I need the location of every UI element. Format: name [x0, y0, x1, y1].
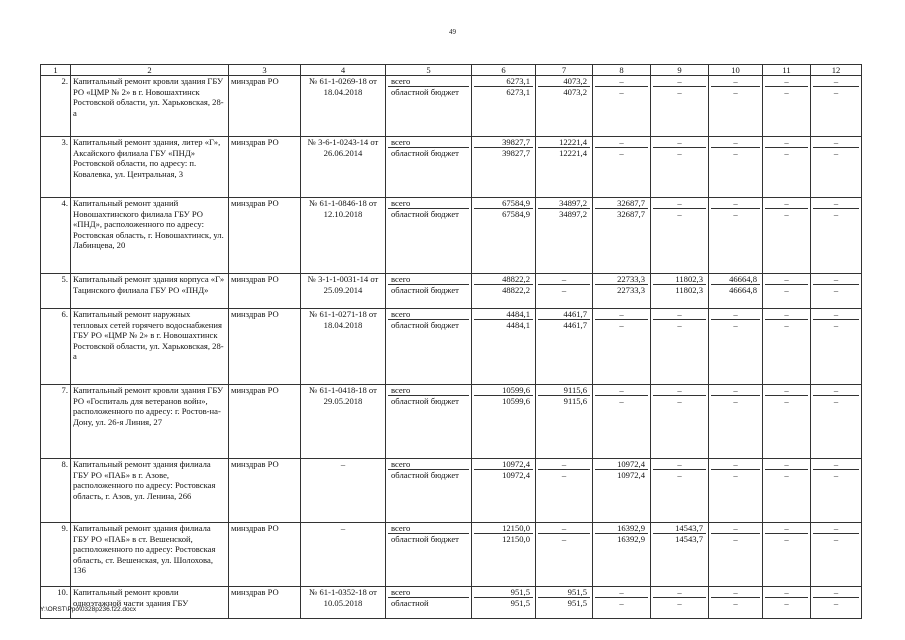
value-col-7	[536, 198, 593, 274]
value-col-10	[709, 459, 763, 523]
value-regional: 32687,7	[617, 208, 645, 219]
value-col-11	[763, 137, 811, 198]
value-total: –	[813, 309, 859, 320]
value-regional: –	[733, 469, 738, 480]
value-regional: –	[733, 208, 738, 219]
funding-source-total: всего	[388, 309, 469, 320]
value-regional: –	[784, 319, 789, 330]
row-number: 9.	[41, 523, 71, 587]
table-row	[41, 137, 862, 198]
value-regional: –	[833, 147, 839, 158]
value-regional: –	[619, 597, 624, 608]
value-col-8	[593, 274, 651, 309]
value-regional: –	[733, 86, 738, 97]
expertise-document: № 61-1-0846-18 от 12.10.2018	[301, 198, 386, 274]
value-col-7	[536, 309, 593, 385]
file-path-footer: Y:\ORST\Ppo\0328p236.f22.docx	[40, 606, 137, 613]
customer: минздрав РО	[229, 137, 301, 198]
value-total: –	[711, 523, 760, 534]
customer: минздрав РО	[229, 198, 301, 274]
value-regional: –	[784, 597, 789, 608]
funding-source-total: всего	[388, 274, 469, 285]
value-total: –	[711, 459, 760, 470]
table-row	[41, 198, 862, 274]
funding-source-regional: областной бюджет	[391, 86, 459, 97]
object-name: Капитальный ремонт кровли одноэтажной части здания ГБУ	[71, 587, 229, 619]
row-number: 5.	[41, 274, 71, 309]
expertise-document: № 61-1-0269-18 от 18.04.2018	[301, 76, 386, 137]
value-total: –	[813, 459, 859, 470]
value-col-7	[536, 523, 593, 587]
page-number: 49	[449, 28, 456, 36]
value-col-9	[651, 309, 709, 385]
value-regional: 34897,2	[559, 208, 587, 219]
value-total: 48822,2	[474, 274, 533, 285]
value-total: –	[765, 76, 808, 87]
value-regional: –	[784, 469, 789, 480]
expertise-document: № 3-6-1-0243-14 от 26.06.2014	[301, 137, 386, 198]
value-regional: –	[784, 208, 789, 219]
value-regional: 22733,3	[617, 284, 645, 295]
value-total: 14543,7	[653, 523, 706, 534]
value-col-12	[811, 309, 862, 385]
column-number-row	[41, 65, 862, 76]
value-regional: –	[561, 533, 567, 544]
value-regional: –	[784, 533, 789, 544]
value-regional: –	[833, 208, 839, 219]
funding-source-total: всего	[388, 587, 469, 598]
value-total: –	[653, 76, 706, 87]
value-col-11	[763, 274, 811, 309]
value-regional: –	[833, 469, 839, 480]
value-col-10	[709, 587, 763, 619]
value-col-12	[811, 198, 862, 274]
funding-source	[386, 198, 472, 274]
value-total: –	[765, 523, 808, 534]
funding-source	[386, 76, 472, 137]
value-total: –	[595, 587, 648, 598]
value-total: 6273,1	[474, 76, 533, 87]
value-col-9	[651, 198, 709, 274]
program-table	[40, 64, 862, 619]
value-regional: –	[833, 284, 839, 295]
value-col-12	[811, 137, 862, 198]
value-col-10	[709, 198, 763, 274]
value-total: 12150,0	[474, 523, 533, 534]
value-regional: 12150,0	[502, 533, 530, 544]
value-regional: –	[733, 395, 738, 406]
value-total: 4484,1	[474, 309, 533, 320]
value-regional: –	[561, 469, 567, 480]
value-total: –	[538, 523, 590, 534]
value-total: –	[711, 137, 760, 148]
funding-source	[386, 385, 472, 459]
value-regional: –	[619, 147, 624, 158]
value-total: –	[765, 137, 808, 148]
table-row	[41, 459, 862, 523]
value-total: –	[595, 76, 648, 87]
column-header-4: 4	[301, 65, 386, 76]
column-header-7: 7	[536, 65, 593, 76]
funding-source	[386, 587, 472, 619]
customer: минздрав РО	[229, 274, 301, 309]
value-col-8	[593, 198, 651, 274]
value-regional: 67584,9	[502, 208, 530, 219]
funding-source-total: всего	[388, 76, 469, 87]
value-total: –	[765, 198, 808, 209]
object-name: Капитальный ремонт кровли здания ГБУ РО «ЦМР № 2» в г. Новошахтинск Ростовской области, ул. Харьковская, 28-а	[71, 76, 229, 137]
value-col-7	[536, 76, 593, 137]
funding-source-total: всего	[388, 523, 469, 534]
value-total: –	[765, 385, 808, 396]
value-total: 11802,3	[653, 274, 706, 285]
value-total: –	[711, 587, 760, 598]
value-col-6	[472, 385, 536, 459]
value-col-7	[536, 137, 593, 198]
value-total: –	[711, 385, 760, 396]
value-col-8	[593, 385, 651, 459]
expertise-document: –	[301, 459, 386, 523]
value-regional: 951,5	[567, 597, 587, 608]
value-regional: –	[833, 597, 839, 608]
value-total: –	[711, 309, 760, 320]
row-number: 6.	[41, 309, 71, 385]
row-number: 3.	[41, 137, 71, 198]
expertise-document: № 61-1-0352-18 от 10.05.2018	[301, 587, 386, 619]
value-regional: –	[833, 86, 839, 97]
value-total: –	[653, 587, 706, 598]
table-row	[41, 523, 862, 587]
funding-source-total: всего	[388, 137, 469, 148]
value-total: 16392,9	[595, 523, 648, 534]
value-regional: –	[833, 319, 839, 330]
value-col-9	[651, 137, 709, 198]
column-header-2: 2	[71, 65, 229, 76]
value-regional: 12221,4	[559, 147, 587, 158]
value-col-11	[763, 587, 811, 619]
funding-source-regional: областной бюджет	[391, 208, 459, 219]
value-total: 39827,7	[474, 137, 533, 148]
value-col-10	[709, 137, 763, 198]
value-total: –	[653, 385, 706, 396]
column-header-3: 3	[229, 65, 301, 76]
value-regional: –	[784, 284, 789, 295]
value-total: 12221,4	[538, 137, 590, 148]
value-col-11	[763, 523, 811, 587]
funding-source-total: всего	[388, 459, 469, 470]
value-regional: –	[833, 533, 839, 544]
column-header-5: 5	[386, 65, 472, 76]
customer: минздрав РО	[229, 309, 301, 385]
customer: минздрав РО	[229, 459, 301, 523]
value-total: 4073,2	[538, 76, 590, 87]
value-regional: 10599,6	[502, 395, 530, 406]
column-header-8: 8	[593, 65, 651, 76]
value-regional: 4073,2	[563, 86, 587, 97]
table-body	[41, 76, 862, 619]
value-col-8	[593, 587, 651, 619]
value-regional: 39827,7	[502, 147, 530, 158]
value-regional: 11802,3	[675, 284, 703, 295]
value-total: 34897,2	[538, 198, 590, 209]
value-regional: –	[833, 395, 839, 406]
value-col-10	[709, 274, 763, 309]
value-total: 9115,6	[538, 385, 590, 396]
funding-source	[386, 459, 472, 523]
funding-source-total: всего	[388, 198, 469, 209]
value-col-6	[472, 137, 536, 198]
value-col-12	[811, 587, 862, 619]
value-col-7	[536, 459, 593, 523]
value-regional: –	[733, 597, 738, 608]
value-col-11	[763, 198, 811, 274]
funding-source-total: всего	[388, 385, 469, 396]
value-col-6	[472, 198, 536, 274]
value-col-11	[763, 459, 811, 523]
value-regional: –	[677, 147, 682, 158]
value-total: –	[595, 385, 648, 396]
value-col-10	[709, 76, 763, 137]
value-col-8	[593, 523, 651, 587]
value-total: –	[813, 385, 859, 396]
value-regional: –	[677, 86, 682, 97]
value-regional: –	[619, 395, 624, 406]
value-regional: –	[561, 284, 567, 295]
value-col-11	[763, 385, 811, 459]
value-col-8	[593, 309, 651, 385]
value-col-6	[472, 76, 536, 137]
funding-source-regional: областной бюджет	[391, 319, 459, 330]
object-name: Капитальный ремонт здания филиала ГБУ РО «ПАБ» в г. Азове, расположенного по адресу: Ростовская область, г. Азов, ул. Ленина, 266	[71, 459, 229, 523]
value-col-9	[651, 459, 709, 523]
value-regional: –	[677, 319, 682, 330]
value-col-9	[651, 385, 709, 459]
funding-source-regional: областной	[391, 597, 429, 608]
value-regional: 9115,6	[563, 395, 587, 406]
row-number: 2.	[41, 76, 71, 137]
value-total: 46664,8	[711, 274, 760, 285]
value-col-6	[472, 459, 536, 523]
table-row	[41, 385, 862, 459]
value-regional: –	[677, 395, 682, 406]
row-number: 7.	[41, 385, 71, 459]
funding-source	[386, 137, 472, 198]
value-regional: –	[619, 86, 624, 97]
value-regional: –	[677, 597, 682, 608]
value-total: 10972,4	[474, 459, 533, 470]
value-col-10	[709, 385, 763, 459]
table-row	[41, 76, 862, 137]
value-total: –	[813, 76, 859, 87]
value-regional: –	[784, 395, 789, 406]
value-col-8	[593, 459, 651, 523]
value-col-9	[651, 523, 709, 587]
value-regional: 4461,7	[563, 319, 587, 330]
value-total: –	[653, 309, 706, 320]
object-name: Капитальный ремонт зданий Новошахтинского филиала ГБУ РО «ПНД», расположенного по адресу: Ростовская область, г. Новошахтинск, ул. Лабинцева, 20	[71, 198, 229, 274]
value-regional: 14543,7	[675, 533, 703, 544]
value-total: –	[765, 309, 808, 320]
table-row	[41, 309, 862, 385]
table-row	[41, 274, 862, 309]
value-col-7	[536, 587, 593, 619]
value-col-9	[651, 76, 709, 137]
value-total: –	[653, 198, 706, 209]
value-col-12	[811, 274, 862, 309]
row-number: 4.	[41, 198, 71, 274]
value-col-6	[472, 309, 536, 385]
value-total: 4461,7	[538, 309, 590, 320]
value-total: –	[538, 274, 590, 285]
customer: минздрав РО	[229, 523, 301, 587]
value-regional: –	[619, 319, 624, 330]
customer: минздрав РО	[229, 587, 301, 619]
value-regional: –	[733, 319, 738, 330]
value-col-12	[811, 523, 862, 587]
value-col-6	[472, 274, 536, 309]
funding-source-regional: областной бюджет	[391, 395, 459, 406]
funding-source-regional: областной бюджет	[391, 147, 459, 158]
value-col-9	[651, 587, 709, 619]
value-total: –	[711, 198, 760, 209]
row-number: 10.	[41, 587, 71, 619]
column-header-6: 6	[472, 65, 536, 76]
funding-source	[386, 523, 472, 587]
column-header-12: 12	[811, 65, 862, 76]
value-total: –	[813, 523, 859, 534]
customer: минздрав РО	[229, 76, 301, 137]
object-name: Капитальный ремонт наружных тепловых сетей горячего водоснабжения ГБУ РО «ЦМР № 2» в г. Новошахтинск Ростовской области, ул. Харьковская, 28-а	[71, 309, 229, 385]
column-header-9: 9	[651, 65, 709, 76]
value-total: –	[653, 459, 706, 470]
value-total: –	[765, 274, 808, 285]
row-number: 8.	[41, 459, 71, 523]
expertise-document: –	[301, 523, 386, 587]
value-total: –	[538, 459, 590, 470]
value-total: –	[595, 137, 648, 148]
value-total: –	[765, 459, 808, 470]
value-col-11	[763, 76, 811, 137]
value-total: –	[653, 137, 706, 148]
column-header-10: 10	[709, 65, 763, 76]
value-total: 951,5	[538, 587, 590, 598]
value-regional: 10972,4	[502, 469, 530, 480]
value-regional: 46664,8	[729, 284, 757, 295]
funding-source	[386, 274, 472, 309]
value-regional: 10972,4	[617, 469, 645, 480]
value-col-8	[593, 76, 651, 137]
value-regional: 951,5	[510, 597, 530, 608]
object-name: Капитальный ремонт здания корпуса «Г» Тацинского филиала ГБУ РО «ПНД»	[71, 274, 229, 309]
table-row	[41, 587, 862, 619]
value-regional: 48822,2	[502, 284, 530, 295]
value-total: 22733,3	[595, 274, 648, 285]
column-header-11: 11	[763, 65, 811, 76]
value-col-8	[593, 137, 651, 198]
value-regional: –	[733, 147, 738, 158]
value-regional: –	[677, 469, 682, 480]
value-col-12	[811, 459, 862, 523]
value-regional: –	[733, 533, 738, 544]
value-col-6	[472, 523, 536, 587]
value-col-10	[709, 309, 763, 385]
expertise-document: № 3-1-1-0031-14 от 25.09.2014	[301, 274, 386, 309]
value-col-7	[536, 274, 593, 309]
value-regional: –	[784, 86, 789, 97]
value-total: –	[813, 274, 859, 285]
value-col-9	[651, 274, 709, 309]
value-col-7	[536, 385, 593, 459]
value-total: 10972,4	[595, 459, 648, 470]
value-total: –	[711, 76, 760, 87]
value-total: 67584,9	[474, 198, 533, 209]
expertise-document: № 61-1-0271-18 от 18.04.2018	[301, 309, 386, 385]
object-name: Капитальный ремонт кровли здания ГБУ РО «Госпиталь для ветеранов войн», расположенного по адресу: г. Ростов-на-Дону, ул. 26-я Линия, 27	[71, 385, 229, 459]
value-col-12	[811, 76, 862, 137]
funding-source	[386, 309, 472, 385]
value-total: –	[765, 587, 808, 598]
value-total: 951,5	[474, 587, 533, 598]
value-regional: –	[784, 147, 789, 158]
funding-source-regional: областной бюджет	[391, 284, 459, 295]
object-name: Капитальный ремонт здания, литер «Г», Аксайского филиала ГБУ «ПНД» Ростовской области, по адресу: п. Ковалевка, ул. Центральная, 3	[71, 137, 229, 198]
value-total: –	[813, 198, 859, 209]
expertise-document: № 61-1-0418-18 от 29.05.2018	[301, 385, 386, 459]
funding-source-regional: областной бюджет	[391, 533, 459, 544]
value-col-10	[709, 523, 763, 587]
value-col-11	[763, 309, 811, 385]
value-regional: 6273,1	[506, 86, 530, 97]
funding-source-regional: областной бюджет	[391, 469, 459, 480]
value-total: –	[813, 587, 859, 598]
value-total: 32687,7	[595, 198, 648, 209]
object-name: Капитальный ремонт здания филиала ГБУ РО «ПАБ» в ст. Вешенской, расположенного по адресу: Ростовская область, ст. Вешенская, ул. Шолохова, 136	[71, 523, 229, 587]
customer: минздрав РО	[229, 385, 301, 459]
value-col-6	[472, 587, 536, 619]
value-total: 10599,6	[474, 385, 533, 396]
value-regional: 16392,9	[617, 533, 645, 544]
value-col-12	[811, 385, 862, 459]
value-total: –	[813, 137, 859, 148]
value-total: –	[595, 309, 648, 320]
column-header-1: 1	[41, 65, 71, 76]
value-regional: –	[677, 208, 682, 219]
value-regional: 4484,1	[506, 319, 530, 330]
